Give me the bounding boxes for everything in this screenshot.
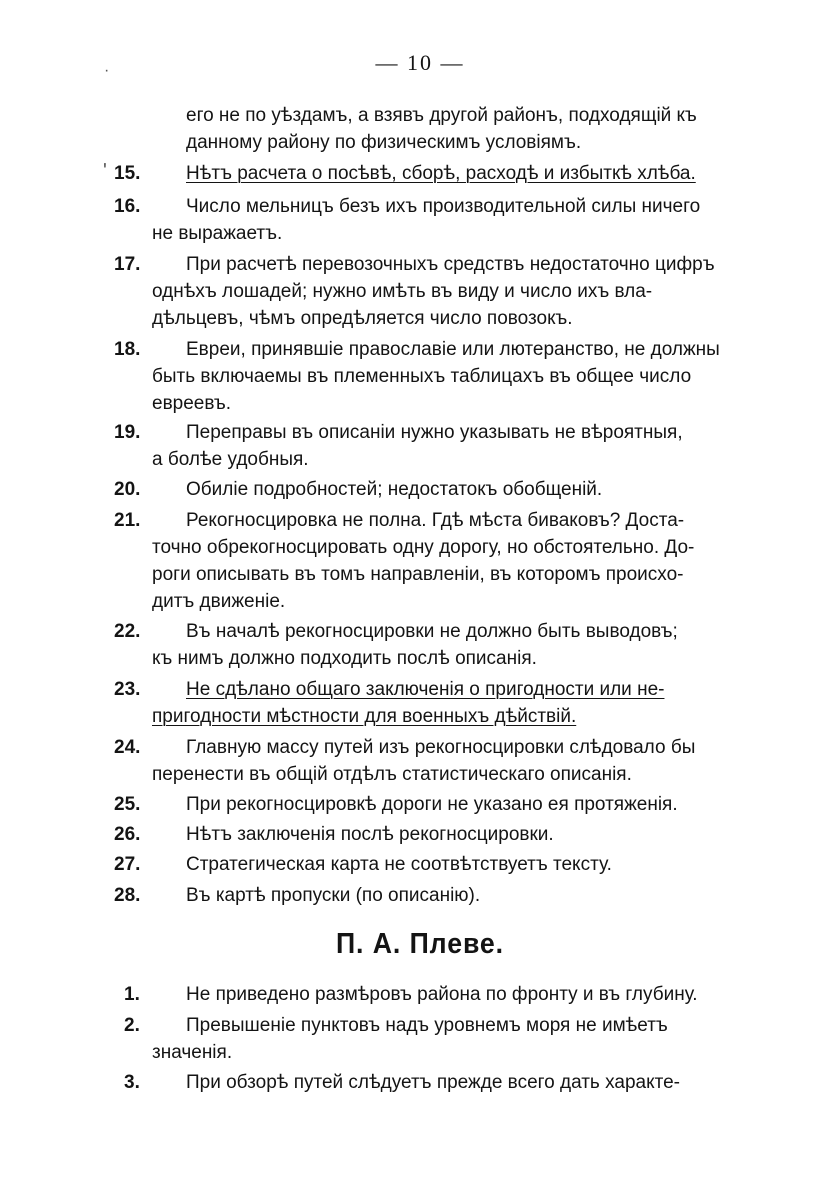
paragraph-text: данному району по физическимъ условіямъ. [186,132,582,153]
item-number: 23. [114,679,141,700]
item-text: роги описывать въ томъ направленіи, въ которомъ происхо- [152,564,684,585]
item-number: 27. [114,854,141,875]
item-text: Нѣтъ заключенія послѣ рекогносцировки. [186,824,554,845]
item-text: Главную массу путей изъ рекогносцировки слѣдовало бы [186,737,696,758]
item-text: а болѣе удобныя. [152,449,309,470]
item-number: 2. [124,1015,140,1036]
item-text: Въ картѣ пропуски (по описанію). [186,885,481,906]
item-text: точно обрекогносцировать одну дорогу, но обстоятельно. До- [152,537,695,558]
item-text: перенести въ общій отдѣлъ статистическаго описанія. [152,764,632,785]
item-number: 28. [114,885,141,906]
item-text: не выражаетъ. [152,223,283,244]
item-text: Число мельницъ безъ ихъ производительной силы ничего [186,196,701,217]
item-text: Не сдѣлано общаго заключенія о пригодности или не- [186,679,665,700]
item-text: При расчетѣ перевозочныхъ средствъ недостаточно цифръ [186,254,715,275]
item-number: 19. [114,422,141,443]
item-text: Евреи, принявшіе православіе или лютеранство, не должны [186,339,720,360]
item-text: дѣльцевъ, чѣмъ опредѣляется число повозокъ. [152,308,573,329]
item-text: евреевъ. [152,393,231,414]
item-text: Обиліе подробностей; недостатокъ обобщеній. [186,479,603,500]
item-number: 21. [114,510,141,531]
item-text: При рекогносцировкѣ дороги не указано ея протяженія. [186,794,678,815]
item-text: Превышеніе пунктовъ надъ уровнемъ моря не имѣетъ [186,1015,668,1036]
item-text: Въ началѣ рекогносцировки не должно быть выводовъ; [186,621,678,642]
item-text: однѣхъ лошадей; нужно имѣть въ виду и число ихъ вла- [152,281,653,302]
item-number: 26. [114,824,141,845]
item-text: Переправы въ описаніи нужно указывать не вѣроятныя, [186,422,683,443]
item-text: Стратегическая карта не соотвѣтствуетъ тексту. [186,854,612,875]
item-text: пригодности мѣстности для военныхъ дѣйствій. [152,706,577,727]
section-heading: П. А. Плеве. [335,928,505,960]
paragraph-text: его не по уѣздамъ, а взявъ другой районъ, подходящій къ [186,105,697,126]
item-text: быть включаемы въ племенныхъ таблицахъ въ общее число [152,366,692,387]
page-number: — 10 — [375,50,465,75]
ink-speck: · [104,62,110,79]
item-number: 25. [114,794,141,815]
item-text: Не приведено размѣровъ района по фронту и въ глубину. [186,984,698,1005]
item-number: 24. [114,737,141,758]
item-number: 20. [114,479,141,500]
item-number: 17. [114,254,141,275]
pencil-mark: ʹ [103,160,107,182]
item-number: 22. [114,621,141,642]
item-text: значенія. [152,1042,233,1063]
item-number: 3. [124,1072,140,1093]
item-number: 1. [124,984,140,1005]
item-text: Рекогносцировка не полна. Гдѣ мѣста биваковъ? Доста- [186,510,685,531]
item-text: При обзорѣ путей слѣдуетъ прежде всего дать характе- [186,1072,680,1093]
item-text: Нѣтъ расчета о посѣвѣ, сборѣ, расходѣ и избыткѣ хлѣба. [186,163,696,184]
item-number: 16. [114,196,141,217]
item-text: дитъ движеніе. [152,591,286,612]
item-number: 18. [114,339,141,360]
item-text: къ нимъ должно подходить послѣ описанія. [152,648,537,669]
item-number: 15. [114,163,141,184]
